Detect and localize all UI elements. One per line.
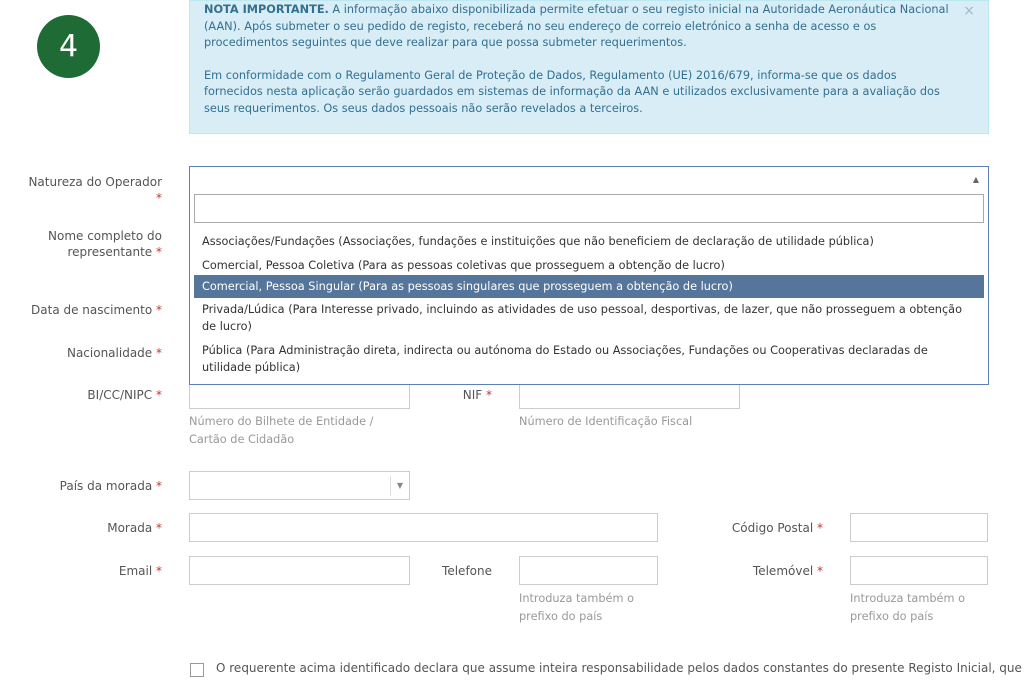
label-morada-text: Morada — [107, 521, 153, 535]
label-natureza-text: Natureza do Operador — [28, 175, 162, 189]
close-icon[interactable]: × — [963, 3, 975, 19]
required-marker: * — [156, 346, 162, 360]
required-marker: * — [156, 303, 162, 317]
label-bi — [20, 387, 162, 403]
label-email-text: Email — [118, 564, 153, 578]
required-marker: * — [156, 479, 162, 493]
required-marker: * — [817, 521, 823, 535]
telefone-help-text: Introduza também o prefixo do país — [519, 592, 634, 623]
chevron-down-icon: ▼ — [396, 481, 403, 490]
label-telemovel-text: Telemóvel — [752, 564, 814, 578]
morada-input[interactable] — [189, 513, 658, 542]
label-nacionalidade-text: Nacionalidade — [66, 346, 153, 360]
required-marker: * — [156, 564, 162, 578]
required-marker: * — [156, 191, 162, 205]
notice-text-2: Em conformidade com o Regulamento Geral de Proteção de Dados, Regulamento (UE) 2016/679, informa-se que os dados fornecidos nesta aplicação serão guardados em sistemas de informação da AAN e utilizados exclusivamente para a avaliação dos seus requerimentos. Os seus dados pessoais não serão revelados a terceiros. — [204, 68, 940, 115]
required-marker: * — [156, 245, 162, 259]
pais-select[interactable] — [189, 471, 410, 500]
email-input[interactable] — [189, 556, 410, 585]
label-codigo-postal — [700, 520, 823, 536]
codigo-postal-input[interactable] — [850, 513, 988, 542]
declaration-text: O requerente acima identificado declara que assume inteira responsabilidade pelos dados constantes do presente Registo Inicial, que — [216, 661, 1022, 675]
notice-paragraph-1 — [204, 2, 952, 52]
label-telefone — [420, 563, 492, 579]
dropdown-option[interactable]: Pública (Para Administração direta, indirecta ou autónoma do Estado ou Associações, Fundações ou Cooperativas declaradas de utilidade pública) — [202, 344, 928, 374]
label-data-nascimento — [20, 302, 162, 318]
step-number-badge: 4 — [37, 15, 100, 78]
label-email — [20, 563, 162, 579]
dropdown-option-selected[interactable]: Comercial, Pessoa Singular (Para as pessoas singulares que prosseguem a obtenção de lucro) — [194, 275, 984, 298]
label-pais-text: País da morada — [59, 479, 153, 493]
select-divider — [390, 476, 391, 496]
required-marker: * — [486, 388, 492, 402]
natureza-dropdown[interactable] — [189, 166, 989, 385]
required-marker: * — [156, 521, 162, 535]
notice-text-1: A informação abaixo disponibilizada permite efetuar o seu registo inicial na Autoridade Aeronáutica Nacional (AAN). Após submeter o seu pedido de registo, receberá no seu endereço de correio eletrónico a senha de acesso e os procedimentos seguintes que deve realizar para que possa submeter requerimentos. — [204, 3, 949, 49]
label-telemovel — [700, 563, 823, 579]
notice-title: NOTA IMPORTANTE. — [204, 3, 329, 16]
declaration-checkbox[interactable] — [190, 663, 204, 677]
dropdown-option[interactable]: Privada/Lúdica (Para Interesse privado, incluindo as atividades de uso pessoal, desportivas, de lazer, que não prosseguem a obtenção de lucro) — [202, 303, 963, 333]
label-natureza — [20, 174, 162, 206]
dropdown-option[interactable]: Associações/Fundações (Associações, fundações e instituições que não beneficiem de declaração de utilidade pública) — [202, 235, 874, 248]
important-notice — [189, 0, 989, 134]
label-pais — [20, 478, 162, 494]
label-nif — [420, 387, 492, 403]
label-data-text: Data de nascimento — [31, 303, 153, 317]
required-marker: * — [817, 564, 823, 578]
label-nome-text: Nome completo do representante — [48, 229, 162, 259]
telemovel-input[interactable] — [850, 556, 988, 585]
label-codigo-text: Código Postal — [731, 521, 814, 535]
nif-help-text: Número de Identificação Fiscal — [519, 415, 693, 428]
required-marker: * — [156, 388, 162, 402]
chevron-up-icon[interactable]: ▲ — [972, 175, 979, 184]
dropdown-search-input[interactable] — [194, 194, 984, 223]
telefone-input[interactable] — [519, 556, 658, 585]
label-nome — [20, 228, 162, 260]
telemovel-help-text: Introduza também o prefixo do país — [850, 592, 965, 623]
label-bi-text: BI/CC/NIPC — [87, 388, 153, 402]
label-morada — [20, 520, 162, 536]
label-nacionalidade — [20, 345, 162, 361]
label-telefone-text: Telefone — [442, 564, 492, 578]
dropdown-option[interactable]: Comercial, Pessoa Coletiva (Para as pessoas coletivas que prosseguem a obtenção de lucro) — [202, 259, 725, 272]
label-nif-text: NIF — [462, 388, 483, 402]
bi-help-text: Número do Bilhete de Entidade / Cartão de Cidadão — [189, 415, 374, 446]
